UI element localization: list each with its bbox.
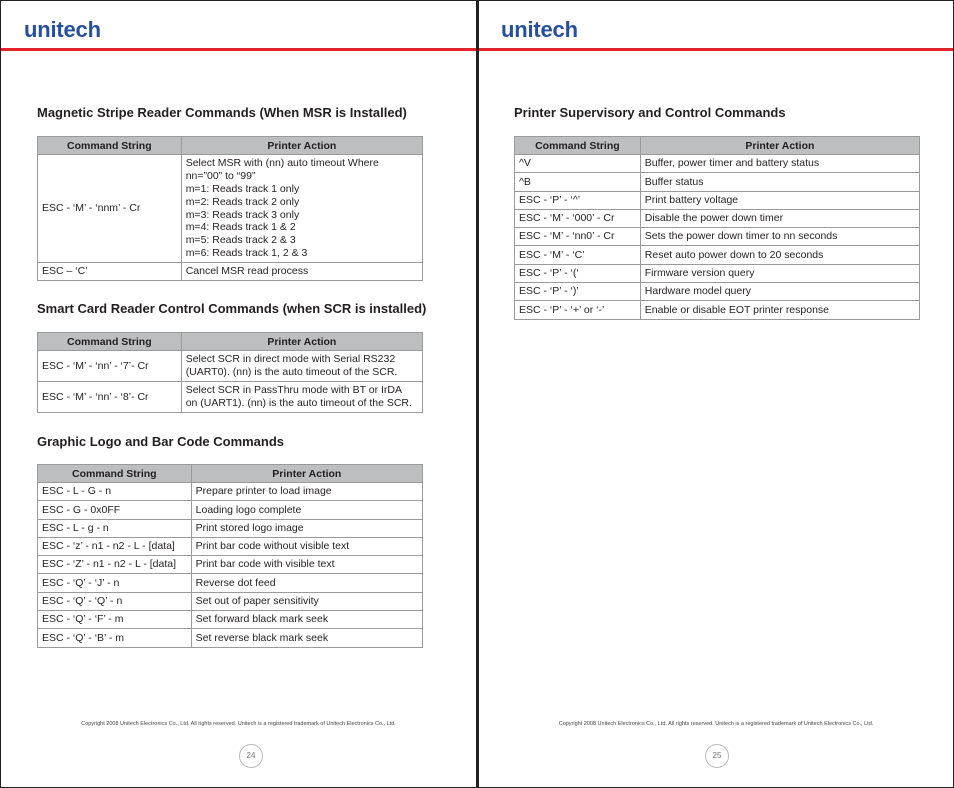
table-row <box>515 173 920 191</box>
action-line: m=4: Reads track 1 & 2 <box>185 221 296 234</box>
column-header: Printer Action <box>640 137 919 155</box>
action-cell <box>181 155 422 263</box>
action-cell <box>181 382 422 413</box>
action-line: m=2: Reads track 2 only <box>185 195 300 208</box>
unitech-logo: unitech <box>24 17 101 42</box>
action-cell: Enable or disable EOT printer response <box>640 301 919 319</box>
command-cell: ESC - ‘Q’ - ‘B’ - m <box>38 629 192 647</box>
msr-section-title: Magnetic Stripe Reader Commands (When MSR is Installed) <box>37 105 407 120</box>
scr-table <box>37 332 423 413</box>
table-header-row <box>515 137 920 155</box>
msr-table <box>37 136 423 281</box>
command-cell: ESC - G - 0x0FF <box>38 501 192 519</box>
column-header: Printer Action <box>181 137 422 155</box>
column-header: Command String <box>515 137 641 155</box>
command-cell: ^V <box>515 155 641 173</box>
column-header: Command String <box>38 465 192 483</box>
action-line: on (UART1). (nn) is the auto timeout of the SCR. <box>185 397 412 409</box>
action-cell: Set forward black mark seek <box>191 611 422 629</box>
action-cell: Print bar code with visible text <box>191 556 422 574</box>
table-row <box>515 301 920 319</box>
table-row <box>38 629 423 647</box>
table-row <box>38 351 423 382</box>
copyright-footer: Copyright 2008 Unitech Electronics Co., Ltd. All rights reserved. Unitech is a registered trademark of Unitech Electronics Co., Ltd. <box>81 721 396 727</box>
action-line: Select SCR in PassThru mode with BT or IrDA <box>185 384 402 397</box>
action-line: (UART0). (nn) is the auto timeout of the SCR. <box>185 366 398 378</box>
command-cell: ESC - L - g - n <box>38 519 192 537</box>
table-header-row <box>38 137 423 155</box>
action-line: nn=”00” to “99” <box>185 170 256 183</box>
table-row <box>38 592 423 610</box>
table-row <box>515 228 920 246</box>
page-number: 25 <box>705 744 729 768</box>
command-cell: ESC - ‘Z’ - n1 - n2 - L - [data] <box>38 556 192 574</box>
column-header: Command String <box>38 137 182 155</box>
column-header: Printer Action <box>191 465 422 483</box>
command-cell: ESC - ‘M’ - ‘nn’ - ‘8’- Cr <box>38 382 182 413</box>
table-row <box>38 574 423 592</box>
action-cell: Loading logo complete <box>191 501 422 519</box>
table-row <box>515 246 920 264</box>
action-cell: Set reverse black mark seek <box>191 629 422 647</box>
action-cell: Prepare printer to load image <box>191 483 422 501</box>
page-number: 24 <box>239 744 263 768</box>
command-cell: ESC - ‘P’ - ‘^’ <box>515 191 641 209</box>
column-header: Command String <box>38 333 182 351</box>
command-cell: ESC - ‘M’ - ‘nn’ - ‘7’- Cr <box>38 351 182 382</box>
table-row <box>38 155 423 263</box>
command-cell: ESC - ‘M’ - ‘C’ <box>515 246 641 264</box>
copyright-footer: Copyright 2008 Unitech Electronics Co., Ltd. All rights reserved. Unitech is a registered trademark of Unitech Electronics Co., Ltd. <box>558 721 874 727</box>
action-cell <box>181 351 422 382</box>
action-cell: Cancel MSR read process <box>181 263 422 281</box>
scr-section-title: Smart Card Reader Control Commands (when SCR is installed) <box>37 301 427 316</box>
table-row <box>38 501 423 519</box>
table-row <box>515 209 920 227</box>
action-cell: Set out of paper sensitivity <box>191 592 422 610</box>
table-header-row <box>38 465 423 483</box>
header-rule <box>479 48 953 51</box>
action-line: m=5: Reads track 2 & 3 <box>185 234 296 247</box>
action-cell: Print bar code without visible text <box>191 537 422 555</box>
logo-section-title: Graphic Logo and Bar Code Commands <box>37 434 285 449</box>
command-cell: ESC - L - G - n <box>38 483 192 501</box>
action-cell: Reverse dot feed <box>191 574 422 592</box>
table-row <box>38 483 423 501</box>
action-cell: Print battery voltage <box>640 191 919 209</box>
action-cell: Sets the power down timer to nn seconds <box>640 228 919 246</box>
column-header: Printer Action <box>181 333 422 351</box>
command-cell: ESC - ‘P’ - ‘+’ or ‘-’ <box>515 301 641 319</box>
command-cell: ESC - ‘M’ - ‘nn0’ - Cr <box>515 228 641 246</box>
table-header-row <box>38 333 423 351</box>
unitech-logo: unitech <box>501 17 578 42</box>
header-rule <box>1 48 476 51</box>
action-line: m=6: Reads track 1, 2 & 3 <box>185 246 308 259</box>
command-cell: ESC - ‘M’ - ‘000’ - Cr <box>515 209 641 227</box>
table-row <box>515 264 920 282</box>
table-row <box>38 611 423 629</box>
table-row <box>515 283 920 301</box>
supervisory-table <box>514 136 920 320</box>
action-cell: Hardware model query <box>640 283 919 301</box>
action-line: m=3: Reads track 3 only <box>185 208 300 221</box>
table-row <box>38 263 423 281</box>
command-cell: ESC - ‘Q’ - ‘J’ - n <box>38 574 192 592</box>
action-cell: Firmware version query <box>640 264 919 282</box>
table-row <box>38 556 423 574</box>
table-row <box>38 519 423 537</box>
action-line: Select SCR in direct mode with Serial RS232 <box>185 353 396 366</box>
table-row <box>38 382 423 413</box>
command-cell: ESC - ‘Q’ - ‘Q’ - n <box>38 592 192 610</box>
command-cell: ESC – ‘C’ <box>38 263 182 281</box>
table-row <box>515 155 920 173</box>
action-line: m=1: Reads track 1 only <box>185 182 300 195</box>
supervisory-section-title: Printer Supervisory and Control Commands <box>514 105 786 120</box>
command-cell: ESC - ‘P’ - ‘(‘ <box>515 264 641 282</box>
action-cell: Disable the power down timer <box>640 209 919 227</box>
action-cell: Buffer status <box>640 173 919 191</box>
logo-table <box>37 464 423 648</box>
action-cell: Reset auto power down to 20 seconds <box>640 246 919 264</box>
table-row <box>38 537 423 555</box>
page-25 <box>477 0 954 788</box>
action-line: Select MSR with (nn) auto timeout Where <box>185 157 379 170</box>
command-cell: ^B <box>515 173 641 191</box>
action-cell: Buffer, power timer and battery status <box>640 155 919 173</box>
table-row <box>515 191 920 209</box>
command-cell: ESC - ‘M’ - ‘nnm’ - Cr <box>38 155 182 263</box>
command-cell: ESC - ‘Q’ - ‘F’ - m <box>38 611 192 629</box>
action-cell: Print stored logo image <box>191 519 422 537</box>
command-cell: ESC - ‘P’ - ‘)’ <box>515 283 641 301</box>
command-cell: ESC - ‘z’ - n1 - n2 - L - [data] <box>38 537 192 555</box>
